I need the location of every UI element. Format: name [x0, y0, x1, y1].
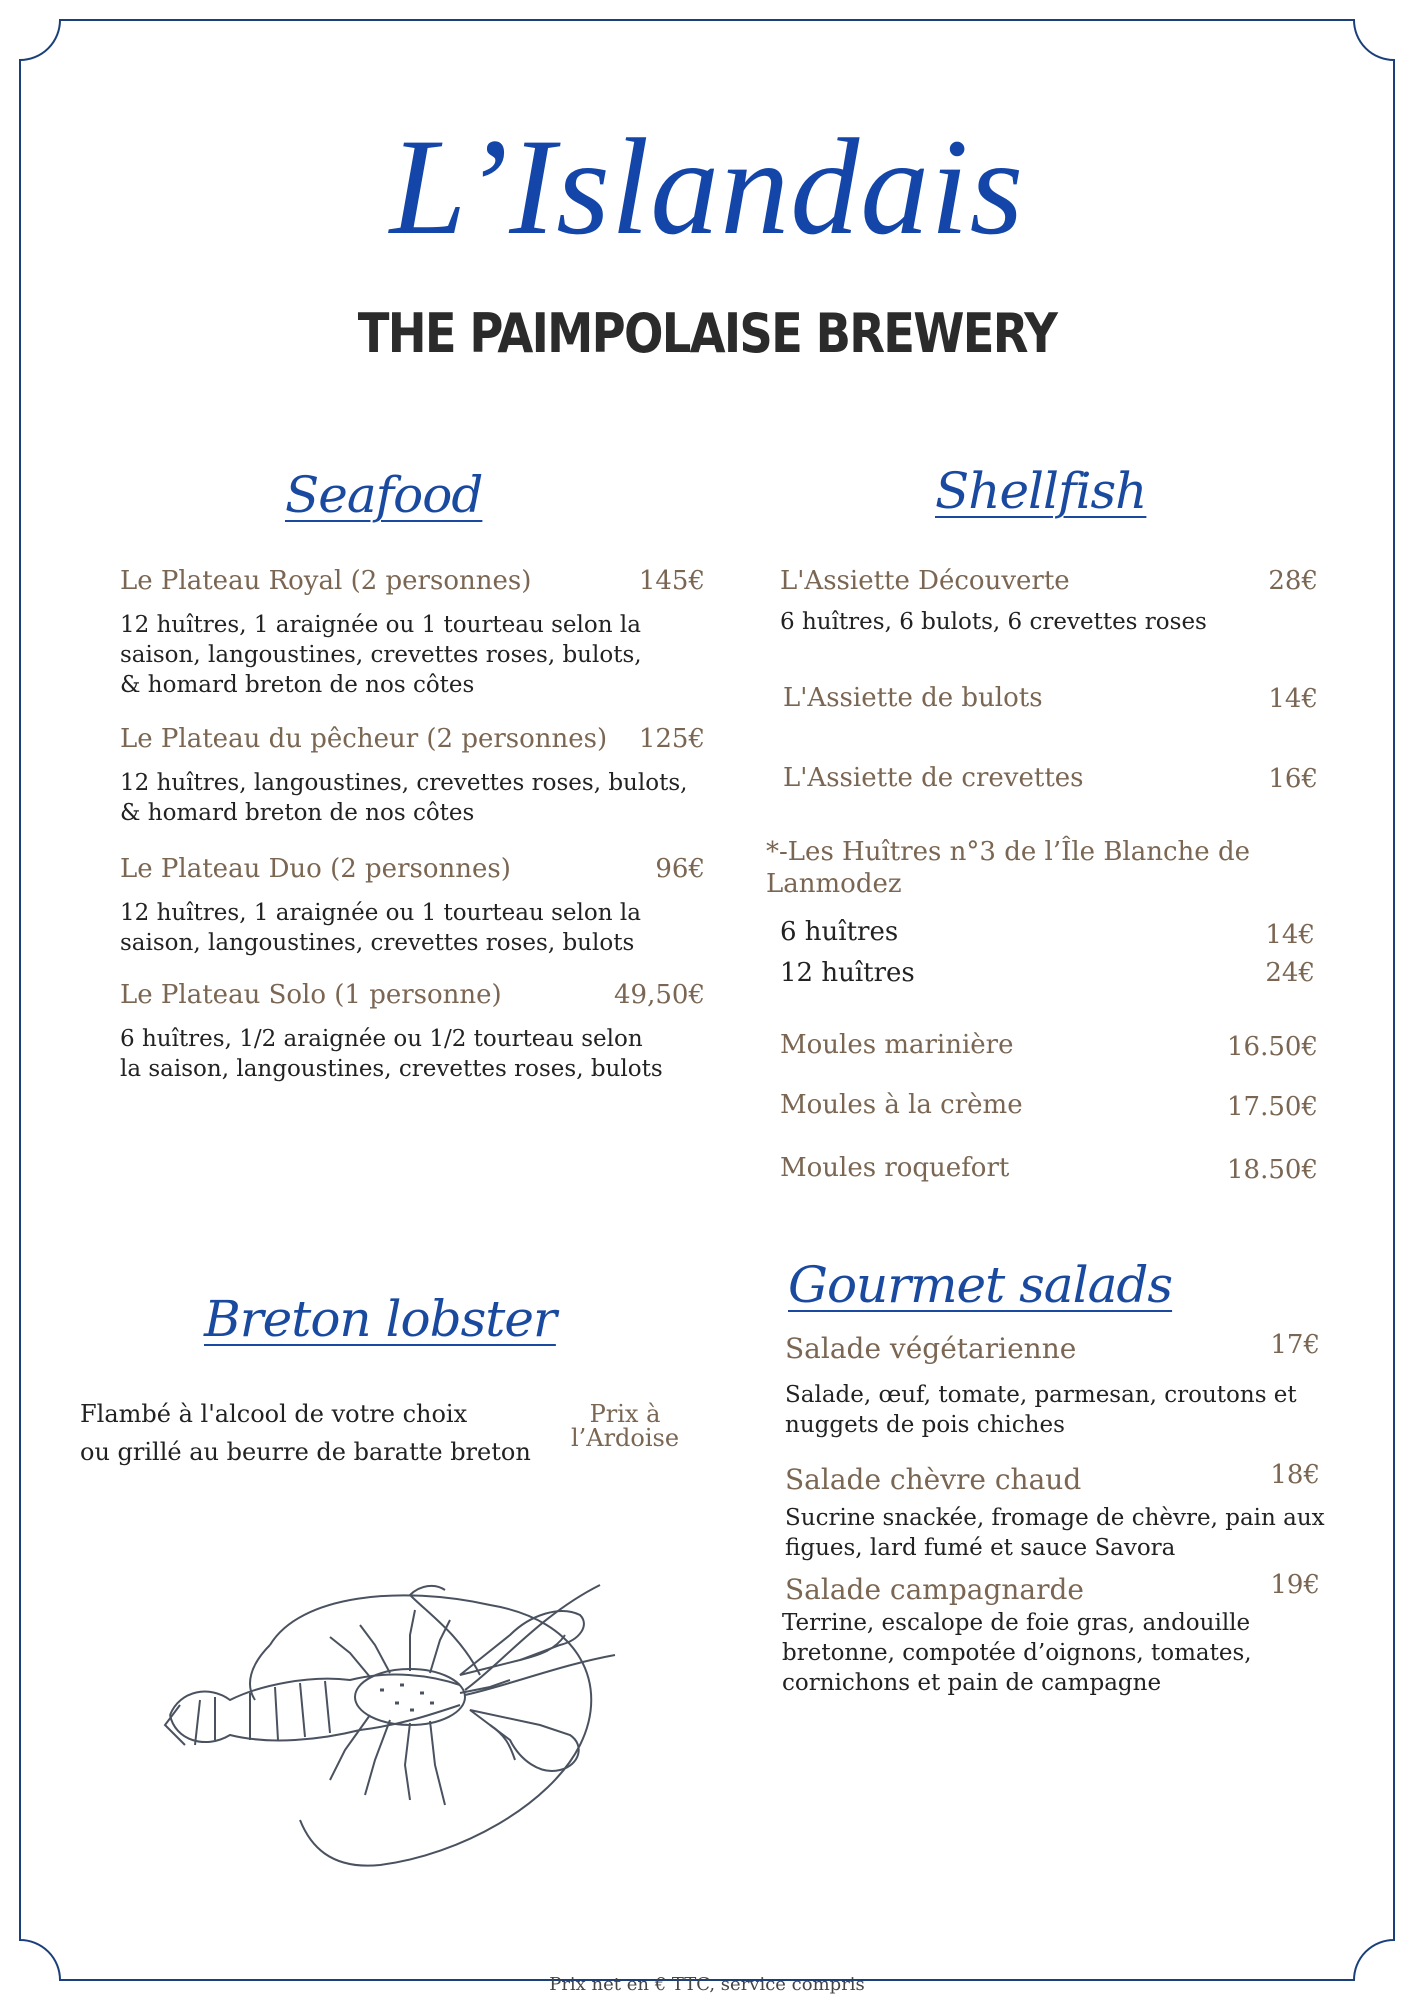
lobster-illustration-icon [160, 1575, 620, 1875]
lobster-price: Prix à l’Ardoise [570, 1400, 680, 1452]
item-name: Moules à la crème [780, 1090, 1023, 1120]
price-footnote: Prix net en € TTC, service compris [549, 1974, 865, 1995]
item-price: 125€ [638, 724, 705, 754]
oysters-title: *-Les Huîtres n°3 de l’Île Blanche de Lanmodez [766, 837, 1250, 899]
item-price: 18€ [1270, 1460, 1320, 1490]
item-price: 28€ [1268, 566, 1318, 596]
item-name: Moules marinière [780, 1030, 1014, 1060]
item-description: 12 huîtres, 1 araignée ou 1 tourteau selon la saison, langoustines, crevettes roses, bulots, & homard breton de nos côtes [120, 612, 642, 698]
item-name: Le Plateau Royal (2 personnes) [120, 566, 532, 596]
item-name: L'Assiette de crevettes [783, 763, 1084, 793]
item-price: 17€ [1270, 1330, 1320, 1360]
item-description: 12 huîtres, 1 araignée ou 1 tourteau selon la saison, langoustines, crevettes roses, bulots [120, 900, 641, 956]
item-name: Le Plateau du pêcheur (2 personnes) [120, 724, 608, 754]
section-heading-seafood: Seafood [285, 466, 483, 524]
item-description: Salade, œuf, tomate, parmesan, croutons et nuggets de pois chiches [785, 1382, 1297, 1438]
item-description: 6 huîtres, 1/2 araignée ou 1/2 tourteau selon la saison, langoustines, crevettes roses, bulots [120, 1026, 663, 1082]
item-price: 18.50€ [1227, 1155, 1318, 1185]
section-heading-shellfish: Shellfish [935, 462, 1147, 520]
item-price: 145€ [638, 566, 705, 596]
item-name: Le Plateau Duo (2 personnes) [120, 854, 511, 884]
lobster-description: Flambé à l'alcool de votre choix ou grillé au beurre de baratte breton [80, 1400, 531, 1466]
item-name: Salade végétarienne [785, 1332, 1077, 1365]
item-name: Salade campagnarde [785, 1573, 1084, 1606]
item-price: 24€ [1265, 958, 1315, 988]
item-price: 19€ [1270, 1570, 1320, 1600]
item-description: 12 huîtres, langoustines, crevettes roses, bulots, & homard breton de nos côtes [120, 770, 688, 826]
item-name: 6 huîtres [780, 917, 899, 947]
item-price: 16€ [1268, 764, 1318, 794]
item-price: 49,50€ [614, 980, 705, 1010]
item-name: L'Assiette Découverte [780, 566, 1070, 596]
section-heading-lobster: Breton lobster [204, 1290, 556, 1348]
item-price: 14€ [1268, 684, 1318, 714]
item-name: L'Assiette de bulots [783, 683, 1043, 713]
restaurant-title: L’Islandais [389, 110, 1025, 263]
section-heading-salads: Gourmet salads [788, 1256, 1173, 1314]
item-name: Moules roquefort [780, 1153, 1010, 1183]
item-price: 17.50€ [1227, 1092, 1318, 1122]
item-name: Salade chèvre chaud [785, 1463, 1082, 1496]
item-description: Sucrine snackée, fromage de chèvre, pain aux figues, lard fumé et sauce Savora [785, 1505, 1325, 1561]
restaurant-subtitle: THE PAIMPOLAISE BREWERY [357, 302, 1057, 365]
item-price: 16.50€ [1227, 1032, 1318, 1062]
item-description: 6 huîtres, 6 bulots, 6 crevettes roses [780, 609, 1207, 635]
item-description: Terrine, escalope de foie gras, andouille bretonne, compotée d’oignons, tomates, cornichons et pain de campagne [782, 1610, 1252, 1696]
item-price: 14€ [1265, 920, 1315, 950]
item-name: 12 huîtres [780, 958, 915, 988]
item-price: 96€ [655, 854, 705, 884]
item-name: Le Plateau Solo (1 personne) [120, 980, 502, 1010]
